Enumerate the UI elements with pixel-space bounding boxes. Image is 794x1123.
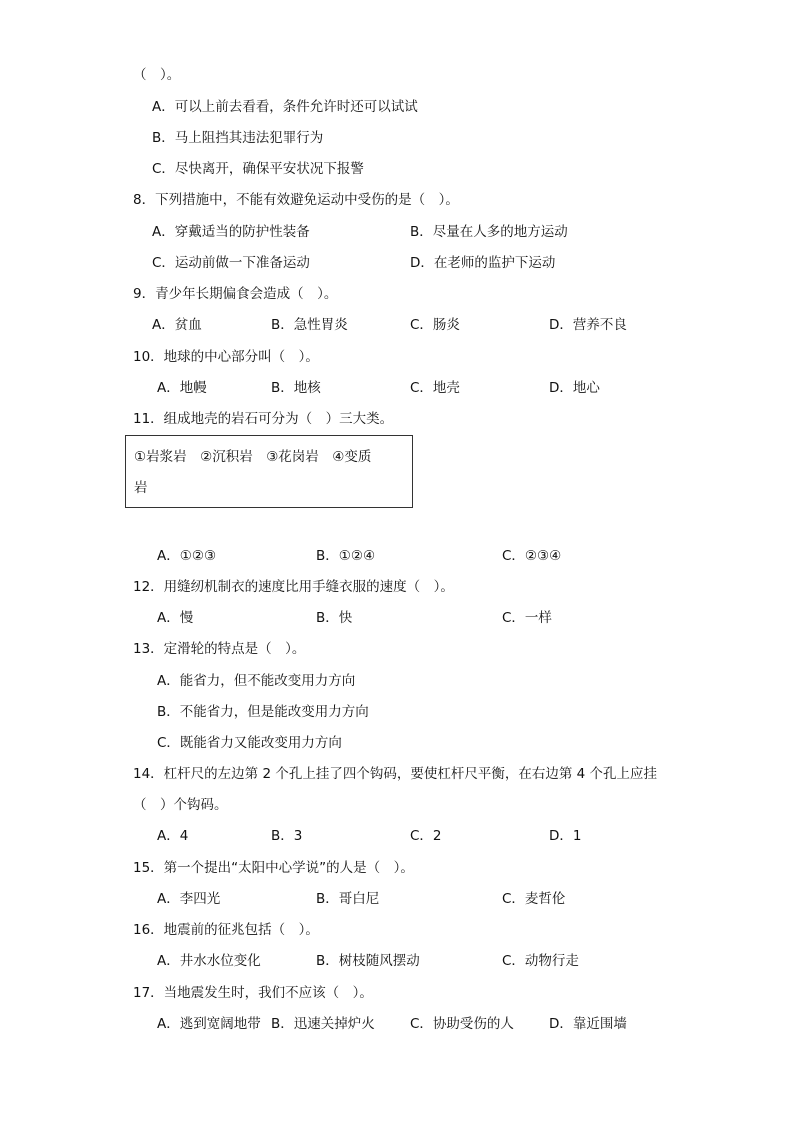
q11-box-line-1: ①岩浆岩 ②沉积岩 ③花岗岩 ④变质 (134, 449, 372, 465)
q7-option-a: A．可以上前去看看，条件允许时还可以试试 (152, 99, 418, 115)
q11-rock-list-box (125, 435, 413, 508)
q9-option-d: D．营养不良 (549, 317, 627, 333)
q9-option-c: C．肠炎 (410, 317, 460, 333)
q11-option-b: B．①②④ (316, 548, 376, 564)
q10-stem: 10．地球的中心部分叫（ ）。 (133, 349, 319, 365)
q8-option-d: D．在老师的监护下运动 (410, 255, 556, 271)
q12-option-b: B．快 (316, 610, 353, 626)
q16-option-b: B．树枝随风摆动 (316, 953, 420, 969)
q17-option-a: A．逃到宽阔地带 (157, 1016, 261, 1032)
q17-stem: 17．当地震发生时，我们不应该（ ）。 (133, 985, 373, 1001)
q15-option-b: B．哥白尼 (316, 891, 380, 907)
q13-option-c: C．既能省力又能改变用力方向 (157, 735, 342, 751)
q14-option-d: D．1 (549, 828, 582, 844)
q7-option-c: C．尽快离开，确保平安状况下报警 (152, 161, 364, 177)
q8-option-a: A．穿戴适当的防护性装备 (152, 224, 310, 240)
q17-option-d: D．靠近围墙 (549, 1016, 627, 1032)
q13-option-a: A．能省力，但不能改变用力方向 (157, 673, 356, 689)
q12-option-a: A．慢 (157, 610, 194, 626)
q7-option-b: B．马上阻挡其违法犯罪行为 (152, 130, 324, 146)
q11-stem: 11．组成地壳的岩石可分为（ ）三大类。 (133, 411, 394, 427)
q10-option-d: D．地心 (549, 380, 600, 396)
q14-option-b: B．3 (271, 828, 303, 844)
q8-stem: 8．下列措施中，不能有效避免运动中受伤的是（ ）。 (133, 192, 459, 208)
q13-option-b: B．不能省力，但是能改变用力方向 (157, 704, 369, 720)
q17-option-c: C．协助受伤的人 (410, 1016, 514, 1032)
q8-option-b: B．尽量在人多的地方运动 (410, 224, 568, 240)
q10-option-a: A．地幔 (157, 380, 207, 396)
q15-stem: 15．第一个提出“太阳中心学说”的人是（ ）。 (133, 860, 414, 876)
q9-option-a: A．贫血 (152, 317, 202, 333)
q12-option-c: C．一样 (502, 610, 552, 626)
q14-option-a: A．4 (157, 828, 189, 844)
q14-stem-line-1: 14．杠杆尺的左边第 2 个孔上挂了四个钩码，要使杠杆尺平衡，在右边第 4 个孔上应挂 (133, 766, 658, 782)
q7-stem-end: （ ）。 (133, 67, 181, 83)
q9-option-b: B．急性胃炎 (271, 317, 348, 333)
q17-option-b: B．迅速关掉炉火 (271, 1016, 375, 1032)
q11-option-a: A．①②③ (157, 548, 217, 564)
q11-box-line-2: 岩 (134, 480, 148, 496)
q14-stem-line-2: （ ）个钩码。 (133, 797, 228, 813)
q16-option-a: A．井水水位变化 (157, 953, 261, 969)
q12-stem: 12．用缝纫机制衣的速度比用手缝衣服的速度（ ）。 (133, 579, 454, 595)
q14-option-c: C．2 (410, 828, 442, 844)
q10-option-b: B．地核 (271, 380, 321, 396)
q16-option-c: C．动物行走 (502, 953, 579, 969)
q8-option-c: C．运动前做一下准备运动 (152, 255, 310, 271)
q10-option-c: C．地壳 (410, 380, 460, 396)
q9-stem: 9．青少年长期偏食会造成（ ）。 (133, 286, 338, 302)
q15-option-a: A．李四光 (157, 891, 221, 907)
q13-stem: 13．定滑轮的特点是（ ）。 (133, 641, 306, 657)
q15-option-c: C．麦哲伦 (502, 891, 566, 907)
q16-stem: 16．地震前的征兆包括（ ）。 (133, 922, 319, 938)
q11-option-c: C．②③④ (502, 548, 562, 564)
